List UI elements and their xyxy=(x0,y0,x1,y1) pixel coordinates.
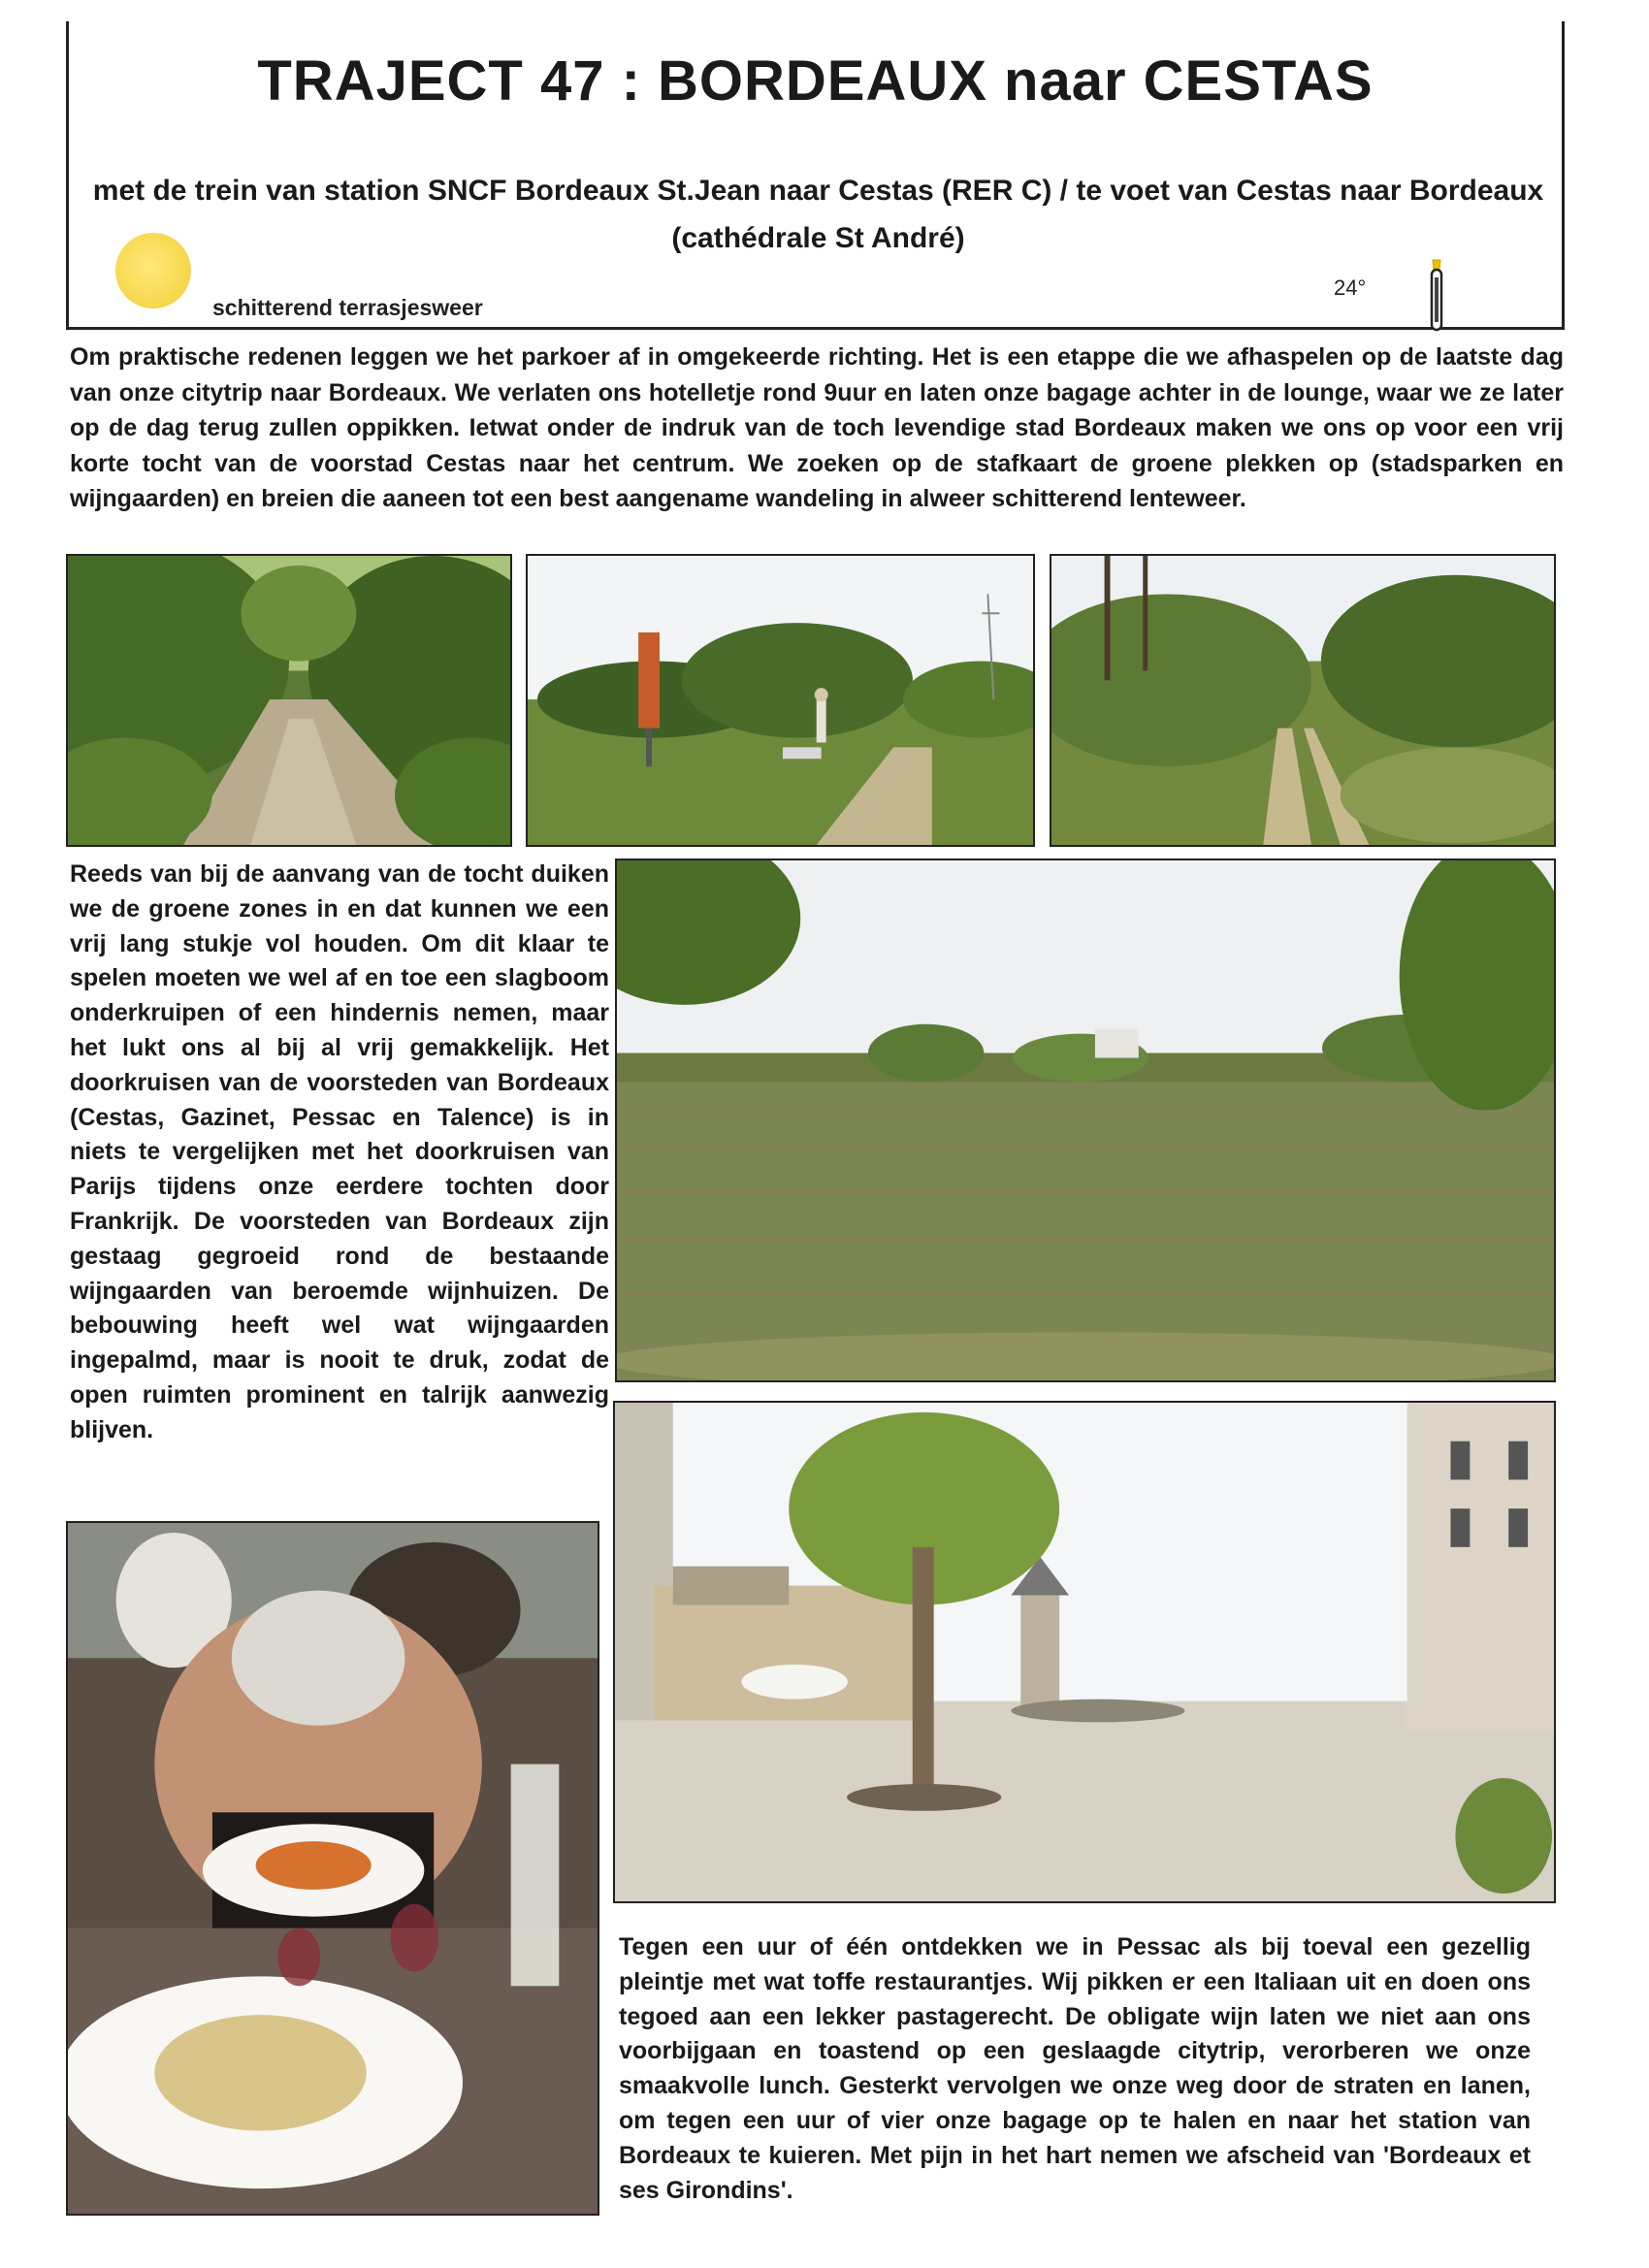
page-subtitle: met de trein van station SNCF Bordeaux St.Jean naar Cestas (RER C) / te voet van Cestas naar Bordeaux (cathédrale St André) xyxy=(92,175,1544,254)
header-box xyxy=(66,21,1565,330)
closing-paragraph: Tegen een uur of één ontdekken we in Pessac als bij toeval een gezellig pleintje met wat toffe restaurantjes. Wij pikken er een Italiaan uit en doen ons tegoed aan een lekker pastagerecht. De obligate wijn laten we niet aan ons voorbijgaan en toastend op een geslaagde citytrip, verorberen we onze smaakvolle lunch. Gesterkt vervolgen we onze weg door de straten en lanen, om tegen een uur of vier onze bagage op te halen en naar het station van Bordeaux te kuieren. Met pijn in het hart nemen we afscheid van 'Bordeaux et ses Girondins'. xyxy=(619,1933,1531,2204)
temperature-value: 24° xyxy=(1334,275,1367,300)
photo-forest-path xyxy=(66,554,512,847)
photo-vineyard xyxy=(615,859,1556,1382)
photo-grassy-path xyxy=(1050,554,1556,847)
intro-paragraph: Om praktische redenen leggen we het parkoer af in omgekeerde richting. Het is een etappe die we afhaspelen op de laatste dag van onze citytrip naar Bordeaux. We verlaten ons hotelletje rond 9uur en laten onze bagage achter in de lounge, waar we ze later op de dag terug zullen oppikken. Ietwat onder de indruk van de toch levendige stad Bordeaux maken we ons op voor een vrij korte tocht van de voorstad Cestas naar het centrum. We zoeken op de stafkaart de groene plekken op (stadsparken en wijngaarden) en breien die aaneen tot een best aangename wandeling in alweer schitterend lenteweer. xyxy=(70,343,1564,512)
photo-square-pessac xyxy=(613,1401,1556,1903)
thermometer-icon xyxy=(1425,250,1448,338)
weather-description: schitterend terrasjesweer xyxy=(212,295,483,320)
middle-paragraph: Reeds van bij de aanvang van de tocht duiken we de groene zones in en dat kunnen we een vrij lang stukje vol houden. Om dit klaar te spelen moeten we wel af en toe een slagboom onderkruipen of een hindernis nemen, maar het lukt ons al bij al vrij gemakkelijk. Het doorkruisen van de voorsteden van Bordeaux (Cestas, Gazinet, Pessac en Talence) is in niets te vergelijken met het doorkruisen van Parijs tijdens onze eerdere tochten door Frankrijk. De voorsteden van Bordeaux zijn gestaag gegroeid rond de bestaande wijngaarden van beroemde wijnhuizen. De bebouwing heeft wel wat wijngaarden ingepalmd, maar is nooit te druk, zodat de open ruimten prominent en talrijk aanwezig blijven. xyxy=(70,860,609,1443)
sun-icon xyxy=(115,233,191,308)
photo-lunch-pasta xyxy=(66,1521,599,2216)
photo-trail-sign xyxy=(526,554,1035,847)
page-title: TRAJECT 47 : BORDEAUX naar CESTAS xyxy=(257,49,1374,113)
